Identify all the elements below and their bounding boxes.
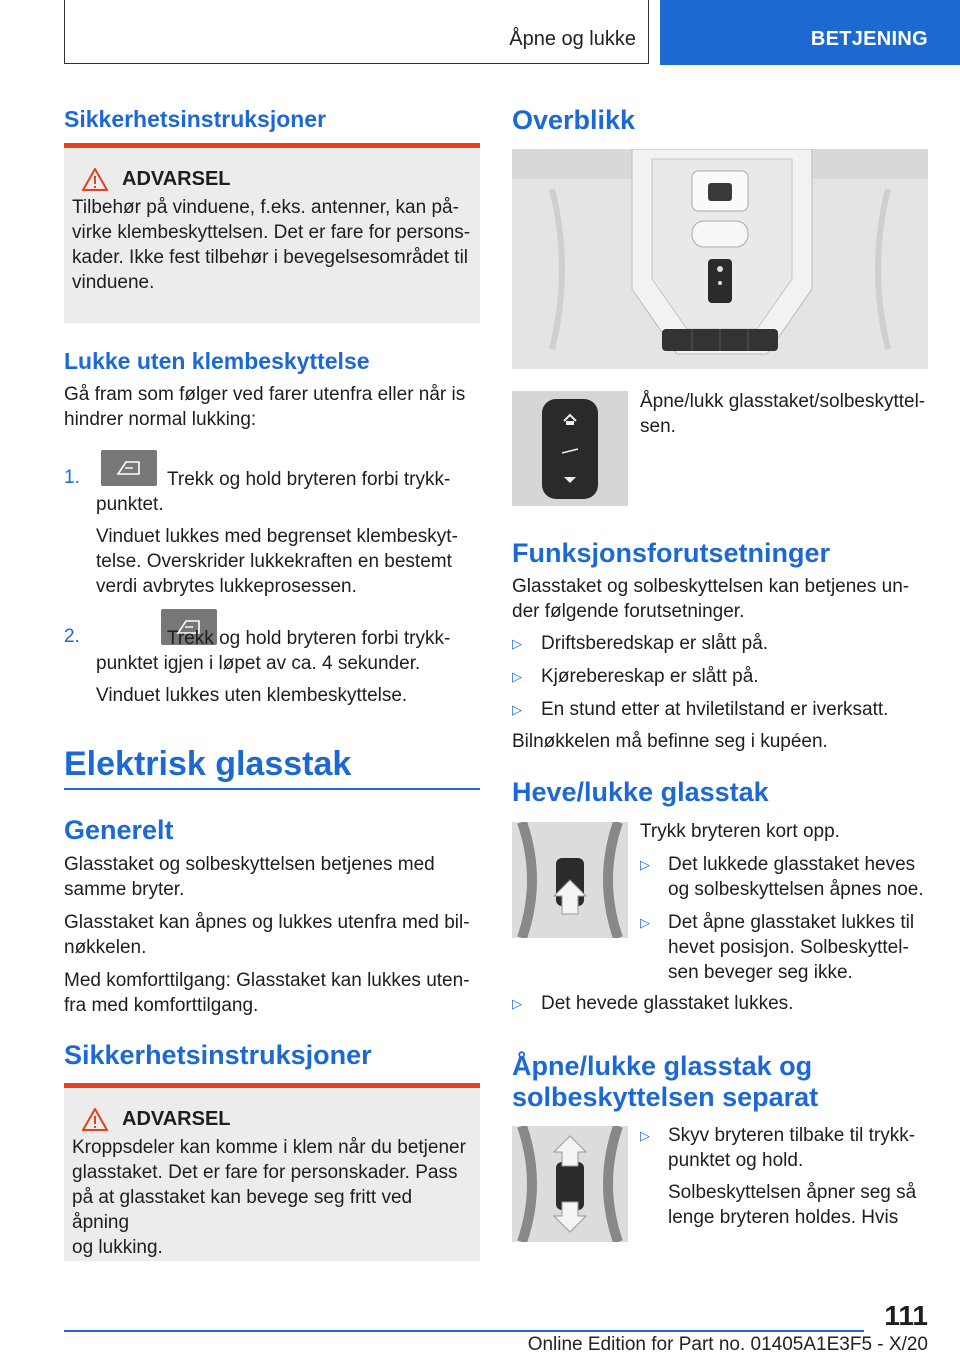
separate-heading-line-1: Åpne/lukke glasstak og — [512, 1051, 813, 1081]
raise-item-2-line-2: hevet posisjon. Solbeskyttel- — [668, 937, 909, 958]
warning-text-1-line-2: virke klembeskyttelsen. Det er fare for persons- — [72, 222, 471, 243]
separate-switch-image — [512, 1126, 628, 1242]
step-2-text-1: Trekk og hold bryteren forbi trykk- — [167, 628, 451, 649]
warning-title-1 — [82, 168, 472, 191]
window-switch-icon — [101, 450, 157, 486]
triangle-bullet-icon: ▷ — [640, 857, 650, 872]
separate-item-line-2: punktet og hold. — [668, 1150, 804, 1171]
close-intro-line-2: hindrer normal lukking: — [64, 409, 257, 430]
func-item-1: Driftsberedskap er slått på. — [541, 633, 769, 654]
step-2-text-2: punktet igjen i løpet av ca. 4 sekunder. — [96, 653, 421, 674]
warning-label-1: ADVARSEL — [122, 168, 231, 190]
safety-heading-2: Sikkerhetsinstruksjoner — [64, 1040, 372, 1070]
raise-item-1-line-2: og solbeskyttelsen åpnes noe. — [668, 879, 924, 900]
func-item-3: En stund etter at hviletilstand er iverksatt. — [541, 699, 889, 720]
triangle-bullet-icon: ▷ — [640, 1128, 650, 1143]
step-2-sub-1: Vinduet lukkes uten klembeskyttelse. — [96, 685, 408, 706]
general-p1-line-1: Glasstaket og solbeskyttelsen betjenes med — [64, 854, 435, 875]
main-heading: Elektrisk glasstak — [64, 745, 352, 783]
func-intro-line-2: der følgende forutsetninger. — [512, 601, 745, 622]
separate-sub-line-1: Solbeskyttelsen åpner seg så — [668, 1182, 917, 1203]
general-p3-line-1: Med komforttilgang: Glasstaket kan lukkes uten- — [64, 970, 470, 991]
warning-box-2 — [64, 1083, 480, 1261]
raise-item-1-line-1: Det lukkede glasstaket heves — [668, 854, 916, 875]
close-heading: Lukke uten klembeskyttelse — [64, 348, 370, 374]
triangle-bullet-icon: ▷ — [640, 915, 650, 930]
separate-item-line-1: Skyv bryteren tilbake til trykk- — [668, 1125, 916, 1146]
step-2-number: 2. — [64, 626, 80, 647]
page-number: 111 — [884, 1300, 928, 1331]
header-tab[interactable] — [660, 0, 960, 65]
general-heading: Generelt — [64, 815, 174, 845]
roof-console-image — [512, 149, 928, 369]
footer-edition: Online Edition for Part no. 01405A1E3F5 - X/20 — [527, 1334, 928, 1355]
func-intro-line-1: Glasstaket og solbeskyttelsen kan betjenes un- — [512, 576, 910, 597]
triangle-bullet-icon: ▷ — [512, 996, 522, 1011]
raise-item-2-line-3: sen beveger seg ikke. — [668, 962, 853, 983]
step-1-text-1: Trekk og hold bryteren forbi trykk- — [167, 469, 451, 490]
overview-heading: Overblikk — [512, 105, 636, 135]
general-p2-line-2: nøkkelen. — [64, 937, 147, 958]
separate-sub-line-2: lenge bryteren holdes. Hvis — [668, 1207, 899, 1228]
general-p3-line-2: fra med komforttilgang. — [64, 995, 259, 1016]
func-heading: Funksjonsforutsetninger — [512, 538, 831, 568]
raise-switch-image — [512, 822, 628, 938]
warning-label-2: ADVARSEL — [122, 1108, 231, 1130]
func-outro: Bilnøkkelen må befinne seg i kupéen. — [512, 731, 828, 752]
raise-heading: Heve/lukke glasstak — [512, 777, 769, 807]
close-intro-line-1: Gå fram som følger ved farer utenfra eller når is — [64, 384, 466, 405]
switch-caption-line-2: sen. — [640, 416, 676, 437]
footer-rule — [64, 1330, 864, 1332]
warning-text-2-line-2: glasstaket. Det er fare for personskader. Pass — [72, 1162, 458, 1183]
raise-intro: Trykk bryteren kort opp. — [640, 821, 840, 842]
raise-item-2-line-1: Det åpne glasstaket lukkes til — [668, 912, 915, 933]
triangle-bullet-icon: ▷ — [512, 702, 522, 717]
triangle-bullet-icon: ▷ — [512, 669, 522, 684]
triangle-bullet-icon: ▷ — [512, 636, 522, 651]
warning-text-2-line-1: Kroppsdeler kan komme i klem når du betjener — [72, 1137, 466, 1158]
warning-triangle-icon — [82, 1108, 108, 1131]
raise-item-3: Det hevede glasstaket lukkes. — [541, 993, 794, 1014]
warning-box-1 — [64, 143, 480, 323]
separate-heading-line-2: solbeskyttelsen separat — [512, 1082, 819, 1112]
warning-text-2-line-3: på at glasstaket kan bevege seg fritt ved åpning — [72, 1187, 413, 1233]
header-section-title: Åpne og lukke — [509, 28, 636, 50]
switch-image — [512, 391, 628, 506]
step-1-sub-2: telse. Overskrider lukkekraften en bestemt — [96, 551, 452, 572]
warning-text-1-line-3: kader. Ikke fest tilbehør i bevegelsesområdet til — [72, 247, 469, 268]
general-p2-line-1: Glasstaket kan åpnes og lukkes utenfra med bil- — [64, 912, 470, 933]
heading-rule — [64, 788, 480, 790]
warning-text-2-line-4: og lukking. — [72, 1237, 163, 1258]
warning-text-1-line-1: Tilbehør på vinduene, f.eks. antenner, kan på- — [72, 197, 459, 218]
header-tab-label: BETJENING — [810, 28, 928, 50]
general-p1-line-2: samme bryter. — [64, 879, 185, 900]
safety-heading-1: Sikkerhetsinstruksjoner — [64, 106, 327, 132]
step-1-sub-3: verdi avbrytes lukkeprosessen. — [96, 576, 357, 597]
step-1-text-2: punktet. — [96, 494, 164, 515]
func-item-2: Kjørebereskap er slått på. — [541, 666, 759, 687]
warning-text-1-line-4: vinduene. — [72, 272, 155, 293]
step-1-number: 1. — [64, 467, 80, 488]
warning-triangle-icon — [82, 168, 108, 191]
switch-caption-line-1: Åpne/lukk glasstaket/solbeskyttel- — [640, 391, 926, 412]
warning-title-2 — [82, 1108, 472, 1131]
step-1-sub-1: Vinduet lukkes med begrenset klembeskyt- — [96, 526, 458, 547]
